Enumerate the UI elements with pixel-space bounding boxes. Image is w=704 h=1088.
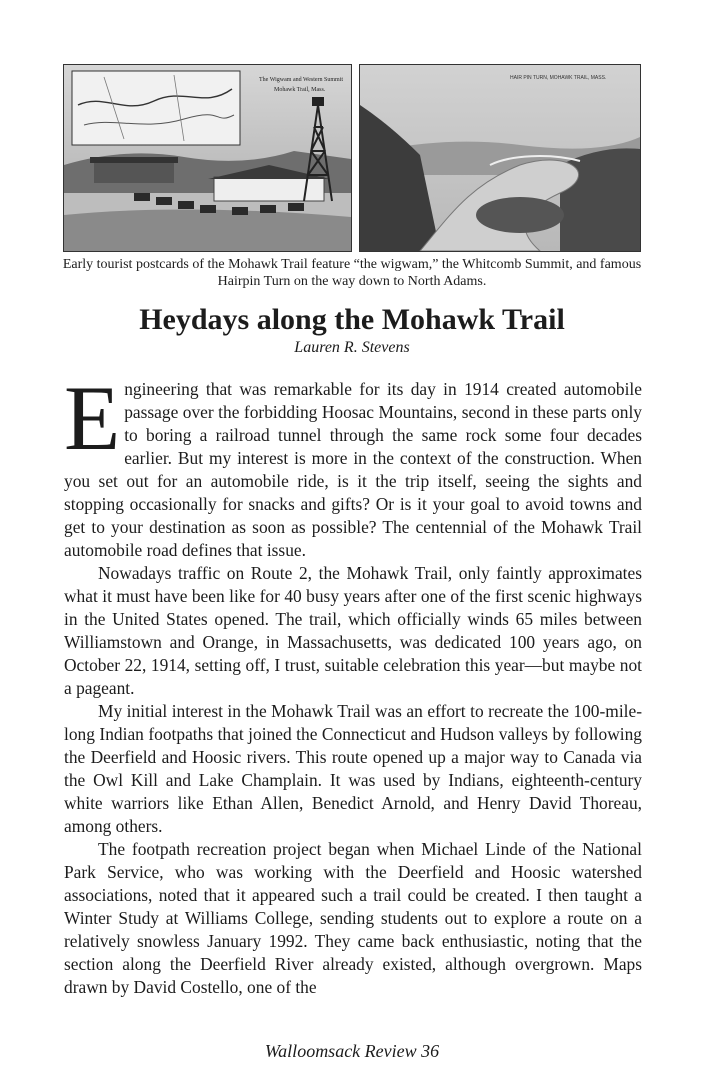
postcard-images xyxy=(63,64,641,250)
wigwam-summit-postcard xyxy=(63,64,352,252)
svg-text:Mohawk Trail, Mass.: Mohawk Trail, Mass. xyxy=(274,87,326,93)
paragraph-1-text: ngineering that was remarkable for its day in 1914 created automobile passage over the forbidding Hoosac Mountains, second in these parts only to boring a railroad tunnel through the same rock some four decades earlier. But my interest is more in the context of the construction. When you set out for an automobile ride, is it the trip itself, seeing the sights and stopping occasionally for snacks and gifts? Or is it your goal to avoid towns and get to your destination as soon as possible? The centennial of the Mohawk Trail automobile road defines that issue. xyxy=(64,379,642,560)
photo-caption: Early tourist postcards of the Mohawk Trail feature “the wigwam,” the Whitcomb Summit, and famous Hairpin Turn on the way down to North Adams. xyxy=(62,257,642,289)
svg-text:HAIR PIN TURN, MOHAWK TRAIL, M: HAIR PIN TURN, MOHAWK TRAIL, MASS. xyxy=(510,75,607,81)
paragraph-2: Nowadays traffic on Route 2, the Mohawk Trail, only faintly approximates what it must have been like for 40 busy years after one of the first scenic highways in the United States opened. The trail, which officially winds 65 miles between Williamstown and Orange, in Massachusetts, was dedicated 100 years ago, on October 22, 1914, setting off, I trust, suitable celebration this year—but maybe not a pageant. xyxy=(64,563,642,698)
paragraph-4: The footpath recreation project began when Michael Linde of the National Park Service, who was working with the Deerfield and Hoosic watershed associations, noted that it appeared such a trail could be created. I then taught a Winter Study at Williams College, sending students out to explore a route on a relatively snowless January 1992. They came back enthusiastic, noting that the section along the Deerfield River already existed, although overgrown. Maps drawn by David Costello, one of the xyxy=(64,839,642,997)
hairpin-turn-postcard xyxy=(359,64,641,252)
drop-cap: E xyxy=(64,367,121,469)
paragraph-1 xyxy=(64,367,642,562)
article-author: Lauren R. Stevens xyxy=(294,339,410,356)
article-body xyxy=(64,367,642,999)
svg-text:The Wigwam and Western Summit: The Wigwam and Western Summit xyxy=(259,77,344,83)
article-title: Heydays along the Mohawk Trail xyxy=(139,303,565,336)
page-footer: Walloomsack Review 36 xyxy=(264,1041,440,1061)
paragraph-3: My initial interest in the Mohawk Trail was an effort to recreate the 100-mile-long Indian footpaths that joined the Connecticut and Hudson valleys by following the Deerfield and Hoosic rivers. This route opened up a major way to Canada via the Owl Kill and Lake Champlain. It was used by Indians, eighteenth-century white warriors like Ethan Allen, Benedict Arnold, and Henry David Thoreau, among others. xyxy=(64,701,642,836)
